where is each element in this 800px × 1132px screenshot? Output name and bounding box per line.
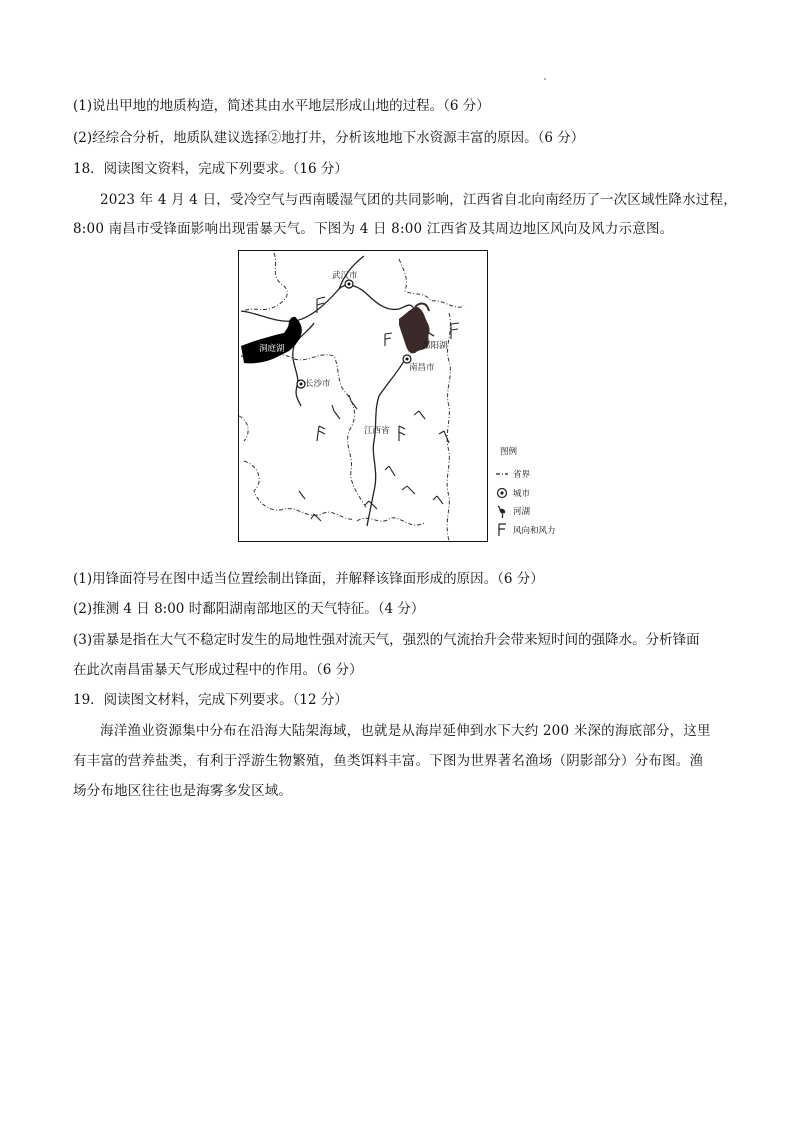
label-jiangxi: 江西省: [364, 426, 390, 436]
wind-map: [238, 250, 488, 542]
scan-dot: [544, 78, 546, 80]
legend-item-river-lake: 河湖: [495, 504, 595, 516]
wind-barb-icon: [495, 523, 509, 537]
q18-sub-question-3-line-2: 在此次南昌雷暴天气形成过程中的作用。（6 分）: [73, 662, 363, 678]
map-legend: [495, 445, 595, 545]
legend-item-province-border: 省界: [495, 467, 595, 479]
q18-sub-question-2: (2)推测 4 日 8:00 时鄱阳湖南部地区的天气特征。（4 分）: [73, 601, 425, 617]
q18-paragraph-line-2: 8:00 南昌市受锋面影响出现雷暴天气。下图为 4 日 8:00 江西省及其周边地区风向及风力示意图。: [73, 221, 674, 237]
label-changsha: 长沙市: [305, 379, 331, 389]
label-poyang-lake: 鄱阳湖: [422, 341, 448, 351]
legend-title: 图例: [500, 447, 518, 457]
question-18-header: 18．阅读图文资料，完成下列要求。（16 分）: [73, 161, 348, 177]
question-19-header: 19．阅读图文材料，完成下列要求。（12 分）: [73, 692, 348, 708]
wind-barbs: [299, 297, 459, 521]
city-markers: [297, 280, 411, 388]
legend-item-wind: 风向和风力: [495, 523, 595, 535]
question-2: (2)经综合分析，地质队建议选择②地打井，分析该地地下水资源丰富的原因。（6 分）: [73, 130, 585, 146]
city-icon: [495, 486, 509, 500]
label-dongting-lake: 洞庭湖: [259, 344, 285, 354]
q19-paragraph-line-3: 场分布地区往往也是海雾多发区域。: [73, 783, 293, 799]
legend-item-city: 城市: [495, 486, 595, 498]
river-lake-icon: [495, 504, 509, 518]
q19-paragraph-line-1: 海洋渔业资源集中分布在沿海大陆架海域，也就是从海岸延伸到水下大约 200 米深的海底部分，这里: [100, 723, 711, 739]
q18-sub-question-1: (1)用锋面符号在图中适当位置绘制出锋面，并解释该锋面形成的原因。（6 分）: [73, 571, 544, 587]
question-1: (1)说出甲地的地质构造，简述其由水平地层形成山地的过程。（6 分）: [73, 98, 490, 114]
province-borders: [239, 253, 464, 541]
q18-paragraph-line-1: 2023 年 4 月 4 日，受冷空气与西南暖湿气团的共同影响，江西省自北向南经历了一次区域性降水过程，: [100, 192, 737, 208]
rivers: [241, 256, 434, 526]
label-wuhan: 武汉市: [332, 271, 358, 281]
q19-paragraph-line-2: 有丰富的营养盐类，有利于浮游生物繁殖，鱼类饵料丰富。下图为世界著名渔场（阴影部分）分布图。渔: [73, 753, 704, 769]
map-drawing: [239, 251, 489, 543]
label-nanchang: 南昌市: [409, 363, 435, 373]
q18-sub-question-3-line-1: (3)雷暴是指在大气不稳定时发生的局地性强对流天气，强烈的气流抬升会带来短时间的强降水。分析锋面: [73, 632, 700, 648]
province-border-icon: [495, 467, 509, 481]
